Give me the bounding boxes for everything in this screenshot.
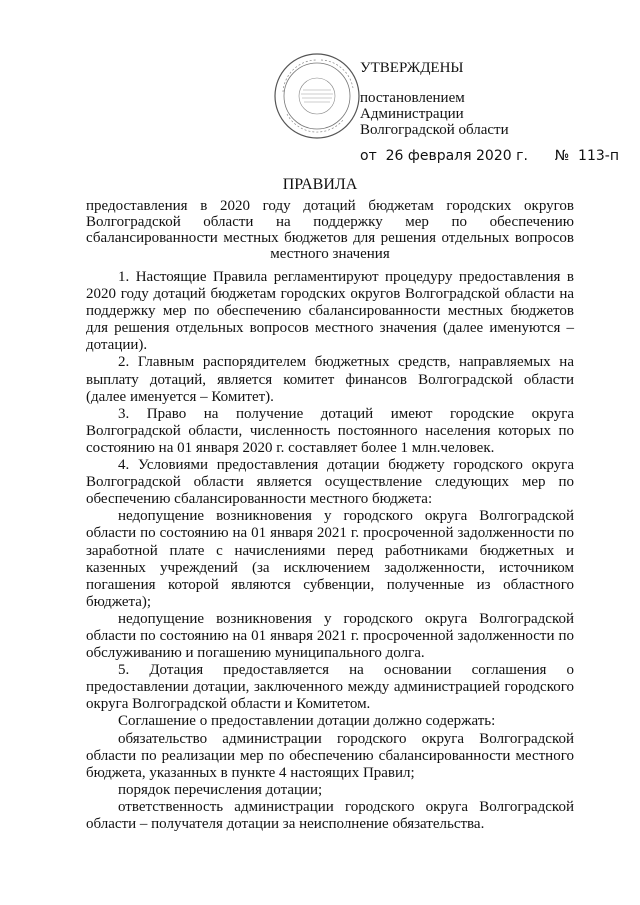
paragraph: недопущение возникновения у городского округа Волгоградской области по состоянию на 01 января 2021 г. просроченной задолженности по обслуживанию и погашению муниципального долга. [86, 610, 574, 662]
paragraph: 4. Условиями предоставления дотации бюджету городского округа Волгоградской области является осуществление следующих мер по обеспечению сбалансированности местного бюджета: [86, 457, 574, 508]
official-seal-stamp [273, 52, 361, 140]
paragraph: 3. Право на получение дотаций имеют городские округа Волгоградской области, численность постоянного населения которых по состоянию на 01 января 2020 г. составляет более 1 млн.человек. [86, 405, 574, 456]
approval-block [360, 60, 509, 138]
approval-line-1: постановлением [360, 90, 465, 106]
paragraph: 2. Главным распорядителем бюджетных средств, направляемых на выплату дотаций, является комитет финансов Волгоградской области (далее именуется – Комитет). [86, 354, 574, 405]
paragraph: порядок перечисления дотации; [118, 781, 323, 798]
approval-line-2: Администрации [360, 106, 464, 122]
document-heading: ПРАВИЛА [282, 176, 358, 193]
paragraph: 1. Настоящие Правила регламентируют процедуру предоставления в 2020 году дотаций бюджетам городских округов Волгоградской области на поддержку мер по обеспечению сбалансированности местных бюджетов для решения отдельных вопросов местного значения (далее именуются – дотации). [86, 269, 574, 354]
approval-date-line: от 26 февраля 2020 г. № 113-п [360, 148, 619, 164]
approval-line-3: Волгоградской области [360, 122, 509, 138]
document-body [86, 269, 574, 833]
paragraph: Соглашение о предоставлении дотации должно содержать: [118, 713, 496, 730]
paragraph: ответственность администрации городского округа Волгоградской области – получателя дотации за неисполнение обязательства. [86, 798, 574, 832]
paragraph: недопущение возникновения у городского округа Волгоградской области по состоянию на 01 января 2021 г. просроченной задолженности по заработной плате с начислениями перед работниками бюджетных и казенных учреждений (за исключением задолженности, источником погашения которой являются субвенции, полученные из областного бюджета); [86, 508, 574, 610]
approval-title: УТВЕРЖДЕНЫ [360, 60, 464, 76]
paragraph: обязательство администрации городского округа Волгоградской области по реализации мер по обеспечению сбалансированности местного бюджета, указанных в пункте 4 настоящих Правил; [86, 730, 574, 781]
document-subtitle: предоставления в 2020 году дотаций бюджетам городских округов Волгоградской области на поддержку мер по обеспечению сбалансированности местных бюджетов для решения отдельных вопросов местного значения [86, 198, 574, 262]
paragraph: 5. Дотация предоставляется на основании соглашения о предоставлении дотации, заключенного между администрацией городского округа Волгоградской области и Комитетом. [86, 662, 574, 713]
